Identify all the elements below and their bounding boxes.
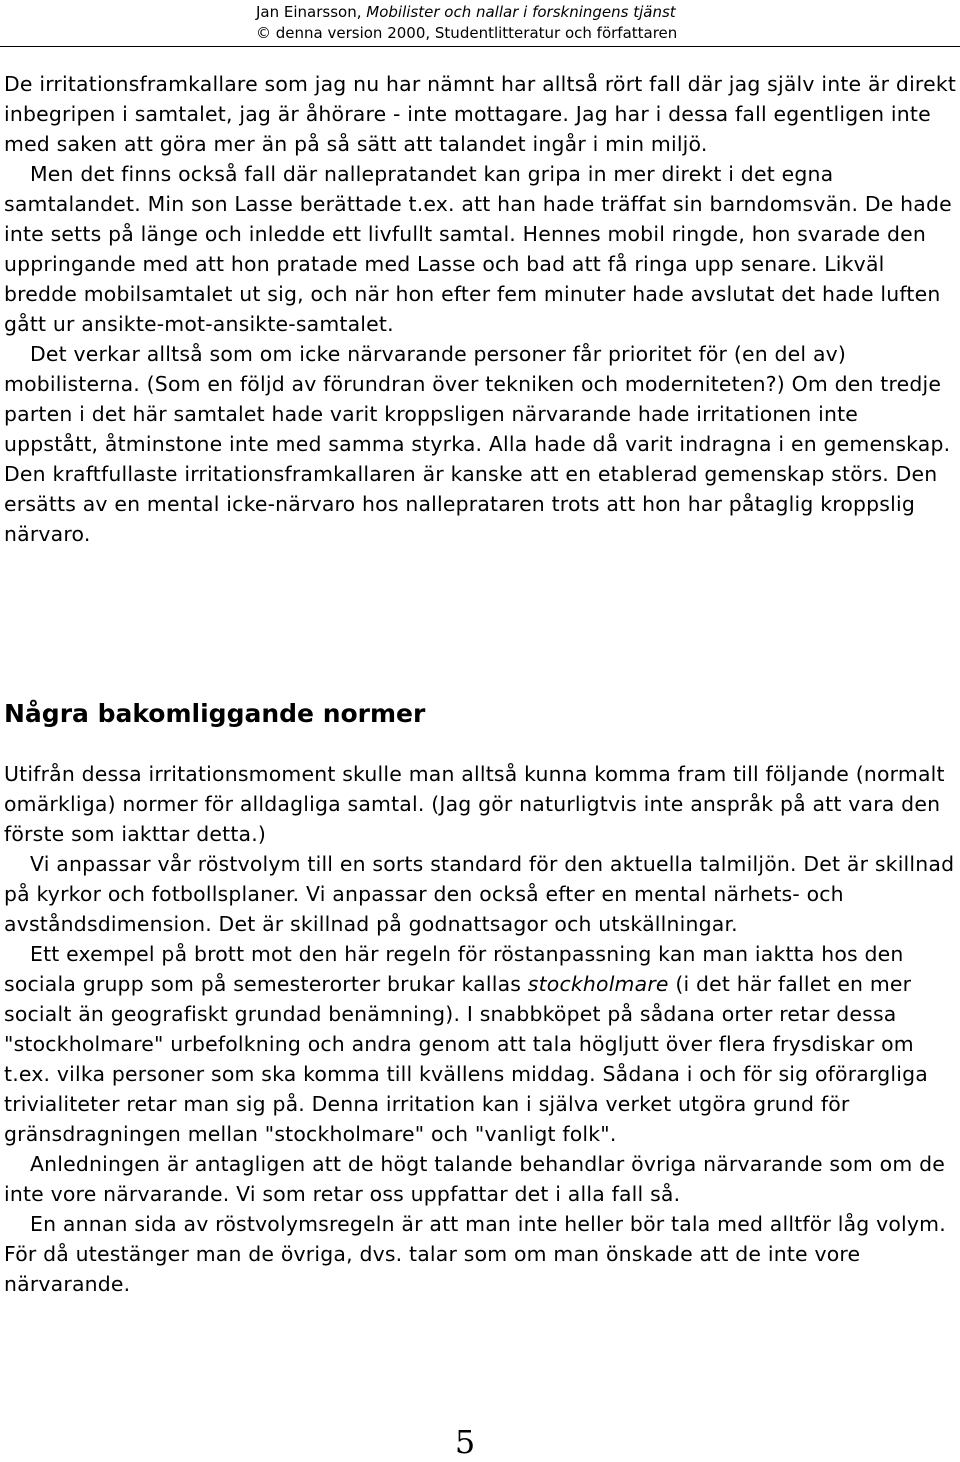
paragraph-text: Ett exempel på brott mot den här regeln för röstanpassning kan man iaktta hos den sociala grupp som på semesterorter brukar kallas bbox=[4, 942, 904, 996]
paragraph: En annan sida av röstvolymsregeln är att man inte heller bör tala med alltför låg volym. För då utestänger man de övriga, dvs. talar som om man önskade att de inte vore närvarande. bbox=[4, 1212, 946, 1296]
emphasized-term: stockholmare bbox=[527, 972, 669, 996]
section-heading: Några bakomliggande normer bbox=[4, 699, 426, 728]
header-copyright: © denna version 2000, Studentlitteratur och författaren bbox=[256, 24, 678, 42]
header-divider bbox=[0, 46, 960, 47]
paragraph: Utifrån dessa irritationsmoment skulle man alltså kunna komma fram till följande (normalt omärkliga) normer för alldagliga samtal. (Jag gör naturligtvis inte anspråk på att vara den förste som iakttar detta.) bbox=[4, 762, 945, 846]
page-number: 5 bbox=[454, 1423, 476, 1461]
header-book-title: Mobilister och nallar i forskningens tjänst bbox=[366, 3, 676, 21]
body-text-bottom bbox=[4, 759, 958, 1299]
paragraph: De irritationsframkallare som jag nu har nämnt har alltså rört fall där jag själv inte är direkt inbegripen i samtalet, jag är åhörare - inte mottagare. Jag har i dessa fall egentligen inte med saken att göra mer än på så sätt att talandet ingår i min miljö. bbox=[4, 72, 957, 156]
paragraph-text: (i det här fallet en mer socialt än geografiskt grundad benämning). I snabbköpet på sådana orter retar dessa "stockholmare" urbefolkning och andra genom att tala högljutt över flera frysdiskar om t.ex. vilka personer som ska komma till kvällens middag. Sådana i och för sig oförargliga trivialiteter retar man sig på. Denna irritation kan i själva verket utgöra grund för gränsdragningen mellan "stockholmare" och "vanligt folk". bbox=[4, 972, 928, 1146]
header-author: Jan Einarsson, bbox=[256, 3, 367, 21]
body-text-top bbox=[4, 69, 958, 549]
paragraph: Vi anpassar vår röstvolym till en sorts standard för den aktuella talmiljön. Det är skillnad på kyrkor och fotbollsplaner. Vi anpassar den också efter en mental närhets- och avståndsdimension. Det är skillnad på godnattsagor och utskällningar. bbox=[4, 852, 955, 936]
header-author-line bbox=[250, 2, 710, 23]
paragraph: Anledningen är antagligen att de högt talande behandlar övriga närvarande som om de inte vore närvarande. Vi som retar oss uppfattar det i alla fall så. bbox=[4, 1152, 945, 1206]
paragraph bbox=[4, 939, 958, 1149]
paragraph: Men det finns också fall där nallepratandet kan gripa in mer direkt i det egna samtalandet. Min son Lasse berättade t.ex. att han hade träffat sin barndomsvän. De hade inte setts på länge och inledde ett livfullt samtal. Hennes mobil ringde, hon svarade den uppringande med att hon pratade med Lasse och bad att få ringa upp senare. Likväl bredde mobilsamtalet ut sig, och när hon efter fem minuter hade avslutat det hade luften gått ur ansikte-mot-ansikte-samtalet. bbox=[4, 162, 952, 336]
running-header bbox=[250, 2, 710, 44]
paragraph: Det verkar alltså som om icke närvarande personer får prioritet för (en del av) mobilisterna. (Som en följd av förundran över tekniken och moderniteten?) Om den tredje parten i det här samtalet hade varit kroppsligen närvarande hade irritationen inte uppstått, åtminstone inte med samma styrka. Alla hade då varit indragna i en gemenskap. Den kraftfullaste irritationsframkallaren är kanske att en etablerad gemenskap störs. Den ersätts av en mental icke-närvaro hos nalleprataren trots att hon har påtaglig kroppslig närvaro. bbox=[4, 342, 951, 546]
